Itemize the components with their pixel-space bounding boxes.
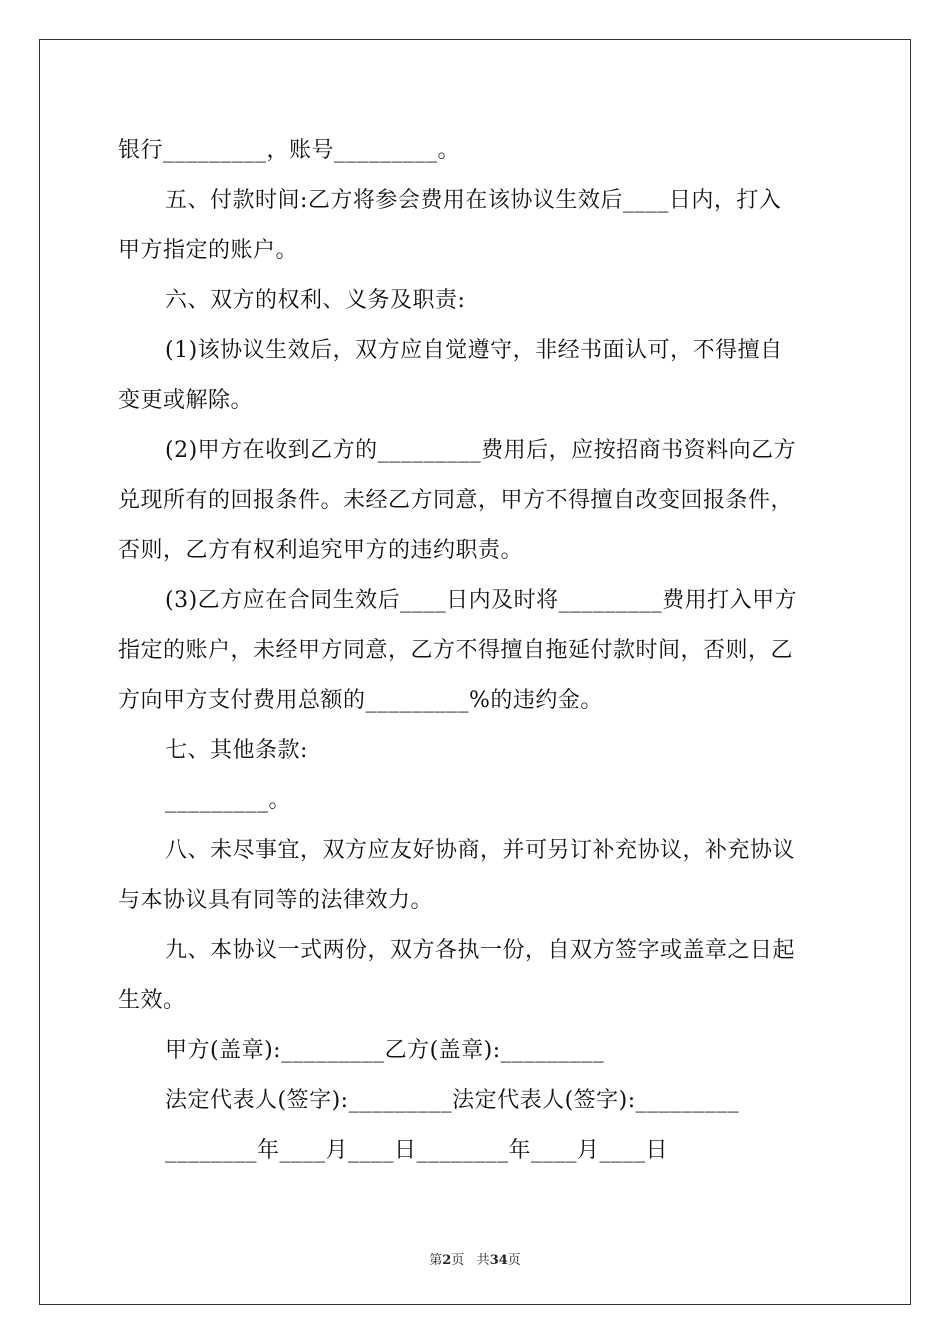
document-body <box>118 126 834 1176</box>
text-line: (2)甲方在收到乙方的_________费用后，应按招商书资料向乙方 <box>165 438 797 463</box>
page-footer <box>0 1249 950 1268</box>
text-line: 否则，乙方有权利追究甲方的违约职责。 <box>118 538 524 563</box>
text-line: 五、付款时间:乙方将参会费用在该协议生效后____日内，打入 <box>165 188 782 213</box>
text-line: 八、未尽事宜，双方应友好协商，并可另订补充协议，补充协议 <box>165 838 796 863</box>
text-line: 方向甲方支付费用总额的_________%的违约金。 <box>118 688 603 713</box>
text-line: _________。 <box>165 788 292 813</box>
signature-line: 甲方(盖章):_________乙方(盖章):_________ <box>165 1038 605 1063</box>
text-line: 变更或解除。 <box>118 388 254 413</box>
text-line: 银行_________，账号_________。 <box>118 138 461 163</box>
signature-line: 法定代表人(签字):_________法定代表人(签字):_________ <box>165 1088 740 1113</box>
text-line: 生效。 <box>118 988 186 1013</box>
text-line: 与本协议具有同等的法律效力。 <box>118 888 434 913</box>
text-line: 六、双方的权利、义务及职责: <box>165 288 466 313</box>
date-line: ________年____月____日________年____月____日 <box>165 1138 669 1163</box>
total-pages: 34 <box>489 1253 508 1268</box>
text-line: 九、本协议一式两份，双方各执一份，自双方签字或盖章之日起 <box>165 938 796 963</box>
total-prefix: 共 <box>476 1253 490 1268</box>
text-line: 七、其他条款: <box>165 738 308 763</box>
text-line: 指定的账户，未经甲方同意，乙方不得擅自拖延付款时间，否则，乙 <box>118 638 794 663</box>
total-suffix: 页 <box>507 1253 521 1268</box>
text-line: 甲方指定的账户。 <box>118 238 299 263</box>
page-number: 2 <box>442 1253 452 1268</box>
page-prefix: 第 <box>429 1253 443 1268</box>
text-line: 兑现所有的回报条件。未经乙方同意，甲方不得擅自改变回报条件， <box>118 488 794 513</box>
text-line: (1)该协议生效后，双方应自觉遵守，非经书面认可，不得擅自 <box>165 338 783 363</box>
text-line: (3)乙方应在合同生效后____日内及时将_________费用打入甲方 <box>165 588 798 613</box>
page-suffix: 页 <box>451 1253 465 1268</box>
